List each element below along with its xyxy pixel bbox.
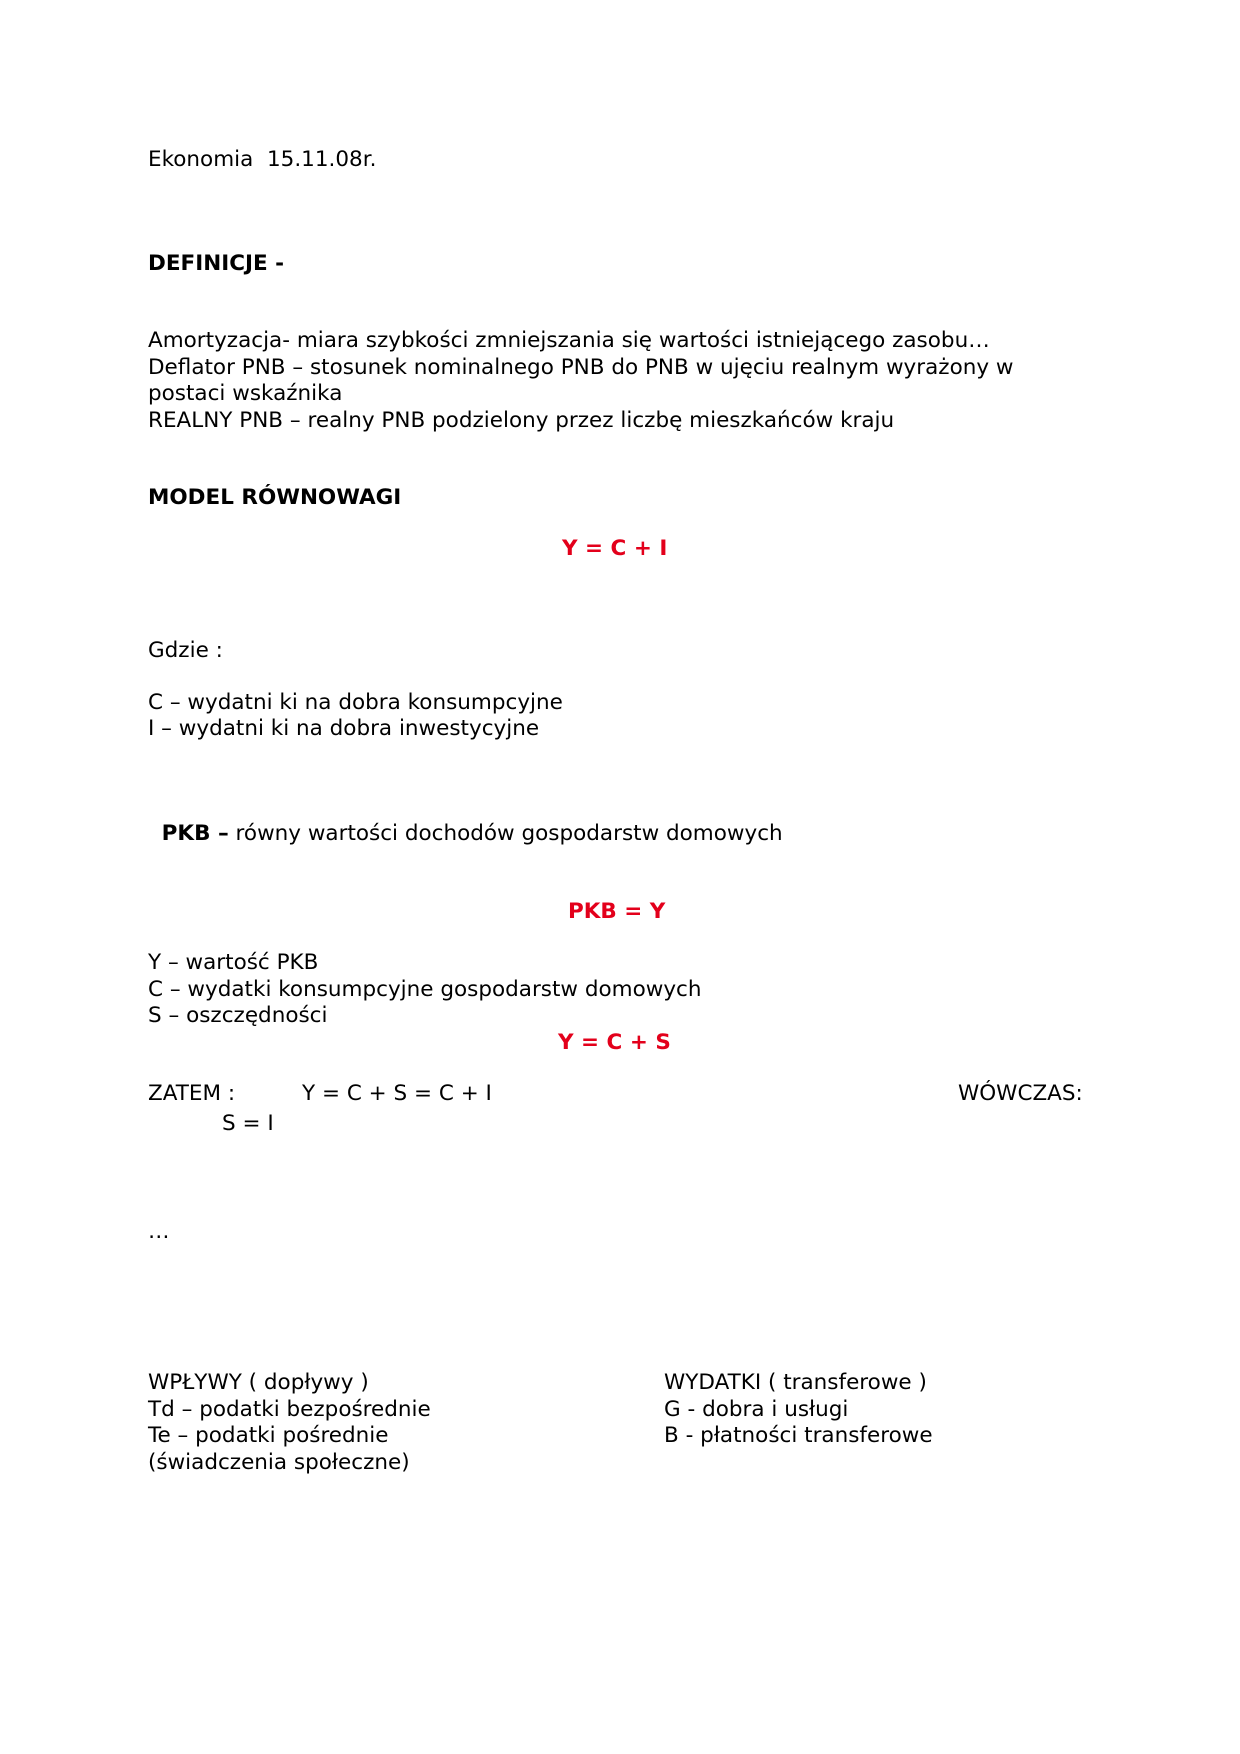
formula-pkb-y: PKB = Y bbox=[568, 899, 666, 924]
definition-line: postaci wskaźnika bbox=[148, 381, 343, 406]
inflows-line: Te – podatki pośrednie bbox=[148, 1423, 389, 1448]
where-label: Gdzie : bbox=[148, 638, 223, 663]
inflows-line: Td – podatki bezpośrednie bbox=[148, 1397, 431, 1422]
wowczas-label: WÓWCZAS: bbox=[958, 1081, 1083, 1106]
pkb-def-text: równy wartości dochodów gospodarstw domowych bbox=[228, 821, 783, 846]
variable-line: Y – wartość PKB bbox=[148, 950, 319, 975]
inflows-line: (świadczenia społeczne) bbox=[148, 1450, 410, 1475]
variable-line: S – oszczędności bbox=[148, 1003, 328, 1028]
expenditures-line: WYDATKI ( transferowe ) bbox=[664, 1370, 927, 1395]
expenditures-line: B - płatności transferowe bbox=[664, 1423, 933, 1448]
pkb-term: PKB – bbox=[161, 821, 229, 846]
model-heading: MODEL RÓWNOWAGI bbox=[148, 485, 402, 510]
document-title: Ekonomia 15.11.08r. bbox=[148, 147, 377, 172]
formula-y-c-i: Y = C + I bbox=[562, 536, 668, 561]
variable-line: C – wydatki konsumpcyjne gospodarstw domowych bbox=[148, 977, 702, 1002]
variable-line: I – wydatni ki na dobra inwestycyjne bbox=[148, 716, 540, 741]
ellipsis: … bbox=[148, 1219, 170, 1244]
formula-y-c-s: Y = C + S bbox=[558, 1030, 671, 1055]
definition-line: Deflator PNB – stosunek nominalnego PNB do PNB w ujęciu realnym wyrażony w bbox=[148, 355, 1014, 380]
definition-line: Amortyzacja- miara szybkości zmniejszania się wartości istniejącego zasobu… bbox=[148, 328, 990, 353]
expenditures-line: G - dobra i usługi bbox=[664, 1397, 849, 1422]
inflows-line: WPŁYWY ( dopływy ) bbox=[148, 1370, 369, 1395]
s-equals-i: S = I bbox=[222, 1111, 274, 1136]
zatem-equation: Y = C + S = C + I bbox=[302, 1081, 492, 1106]
zatem-label: ZATEM : bbox=[148, 1081, 236, 1106]
definitions-heading: DEFINICJE - bbox=[148, 251, 285, 276]
pkb-definition bbox=[148, 795, 783, 847]
definition-line: REALNY PNB – realny PNB podzielony przez liczbę mieszkańców kraju bbox=[148, 408, 895, 433]
variable-line: C – wydatni ki na dobra konsumpcyjne bbox=[148, 690, 563, 715]
